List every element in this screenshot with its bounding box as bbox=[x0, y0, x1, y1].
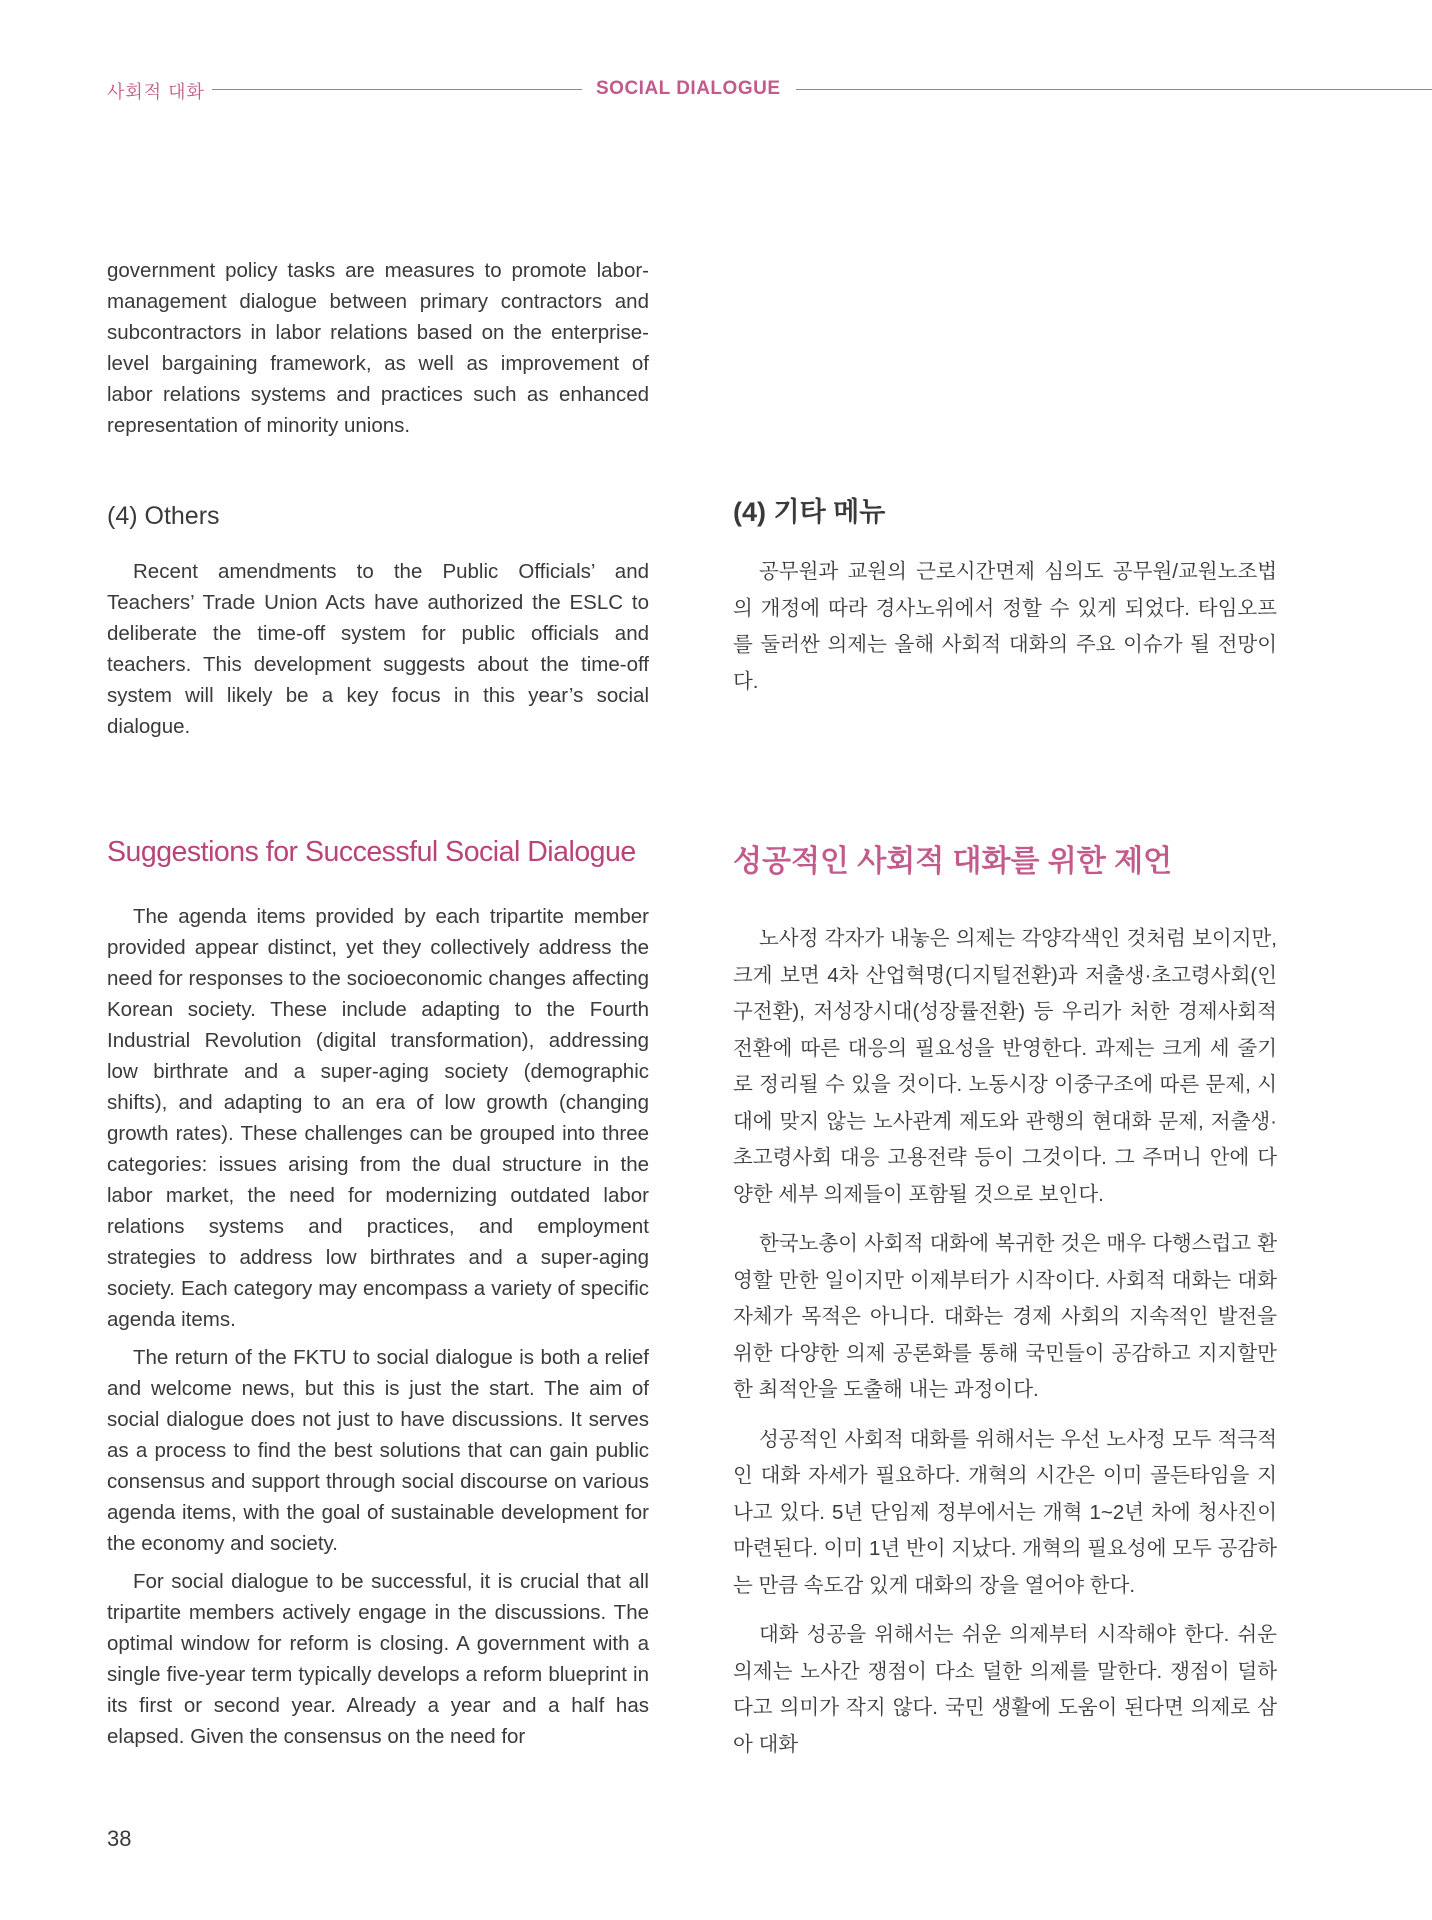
header-divider-left bbox=[212, 89, 582, 90]
suggestions-heading-ko: 성공적인 사회적 대화를 위한 제언 bbox=[733, 845, 1173, 878]
page-number: 38 bbox=[107, 1826, 132, 1851]
others-section-ko bbox=[733, 490, 1277, 529]
others-section-en bbox=[107, 502, 649, 531]
others-heading-en: (4) Others bbox=[107, 502, 220, 530]
suggestions-paragraph-ko-1: 노사정 각자가 내놓은 의제는 각양각색인 것처럼 보이지만, 크게 보면 4차 산업혁명(디지털전환)과 저출생·초고령사회(인구전환), 저성장시대(성장률전환) 등 우리가 처한 경제사회적 전환에 따른 대응의 필요성을 반영한다. 과제는 크게 세 줄기로 정리될 수 있을 것이다. 노동시장 이중구조에 따른 문제, 시대에 맞지 않는 노사관계 제도와 관행의 현대화 문제, 저출생·초고령사회 대응 고용전략 등이 그것이다. 그 주머니 안에 다양한 세부 의제들이 포함될 것으로 보인다. bbox=[733, 927, 1277, 1206]
intro-paragraph-en: government policy tasks are measures to promote labor-management dialogue between primary contractors and subcontractors in labor relations based on the enterprise-level bargaining framework, as well as improvement of labor relations systems and practices such as enhanced representation of minority unions. bbox=[107, 259, 649, 437]
suggestions-paragraph-ko-2: 한국노총이 사회적 대화에 복귀한 것은 매우 다행스럽고 환영할 만한 일이지만 이제부터가 시작이다. 사회적 대화는 대화 자체가 목적은 아니다. 대화는 경제 사회의 지속적인 발전을 위한 다양한 의제 공론화를 통해 국민들이 공감하고 지지할만한 최적안을 도출해 내는 과정이다. bbox=[733, 1232, 1277, 1401]
suggestions-paragraph-en-2: The return of the FKTU to social dialogue is both a relief and welcome news, but this is just the start. The aim of social dialogue does not just to have discussions. It serves as a process to find the best solutions that can gain public consensus and support through social discourse on various agenda items, with the goal of sustainable development for the economy and society. bbox=[107, 1346, 649, 1555]
suggestions-body-ko bbox=[733, 921, 1277, 1763]
intro-block-en bbox=[107, 255, 649, 441]
running-header bbox=[0, 78, 1432, 102]
header-divider-right bbox=[796, 89, 1432, 90]
suggestions-paragraph-en-3: For social dialogue to be successful, it is crucial that all tripartite members actively engage in the discussions. The optimal window for reform is closing. A government with a single five-year term typically develops a reform blueprint in its first or second year. Already a year and a half has elapsed. Given the consensus on the need for bbox=[107, 1570, 649, 1748]
suggestions-body-en bbox=[107, 901, 649, 1752]
suggestions-section-en bbox=[107, 836, 649, 869]
suggestions-paragraph-ko-3: 성공적인 사회적 대화를 위해서는 우선 노사정 모두 적극적인 대화 자세가 필요하다. 개혁의 시간은 이미 골든타임을 지나고 있다. 5년 단임제 정부에서는 개혁 1~2년 차에 청사진이 마련된다. 이미 1년 반이 지났다. 개혁의 필요성에 모두 공감하는 만큼 속도감 있게 대화의 장을 열어야 한다. bbox=[733, 1427, 1277, 1597]
header-section-label-en: SOCIAL DIALOGUE bbox=[596, 78, 781, 99]
others-paragraph-en: Recent amendments to the Public Officials’ and Teachers’ Trade Union Acts have authorized the ESLC to deliberate the time-off system for public officials and teachers. This development suggests about the time-off system will likely be a key focus in this year’s social dialogue. bbox=[107, 560, 649, 738]
others-paragraph-ko: 공무원과 교원의 근로시간면제 심의도 공무원/교원노조법의 개정에 따라 경사노위에서 정할 수 있게 되었다. 타임오프를 둘러싼 의제는 올해 사회적 대화의 주요 이슈가 될 전망이다. bbox=[733, 560, 1277, 693]
others-heading-ko: (4) 기타 메뉴 bbox=[733, 497, 886, 527]
others-body-ko-block bbox=[733, 554, 1277, 700]
suggestions-section-ko bbox=[733, 836, 1277, 880]
header-section-label-ko: 사회적 대화 bbox=[107, 82, 205, 102]
others-body-en-block bbox=[107, 556, 649, 742]
suggestions-paragraph-ko-4: 대화 성공을 위해서는 쉬운 의제부터 시작해야 한다. 쉬운 의제는 노사간 쟁점이 다소 덜한 의제를 말한다. 쟁점이 덜하다고 의미가 작지 않다. 국민 생활에 도움이 된다면 의제로 삼아 대화 bbox=[733, 1623, 1277, 1756]
suggestions-heading-en: Suggestions for Successful Social Dialogue bbox=[107, 836, 636, 868]
suggestions-paragraph-en-1: The agenda items provided by each tripartite member provided appear distinct, yet they collectively address the need for responses to the socioeconomic changes affecting Korean society. These include adapting to the Fourth Industrial Revolution (digital transformation), addressing low birthrate and a super-aging society (demographic shifts), and adapting to an era of low growth (changing growth rates). These challenges can be grouped into three categories: issues arising from the dual structure in the labor market, the need for modernizing outdated labor relations systems and practices, and employment strategies to address low birthrates and a super-aging society. Each category may encompass a variety of specific agenda items. bbox=[107, 905, 649, 1331]
